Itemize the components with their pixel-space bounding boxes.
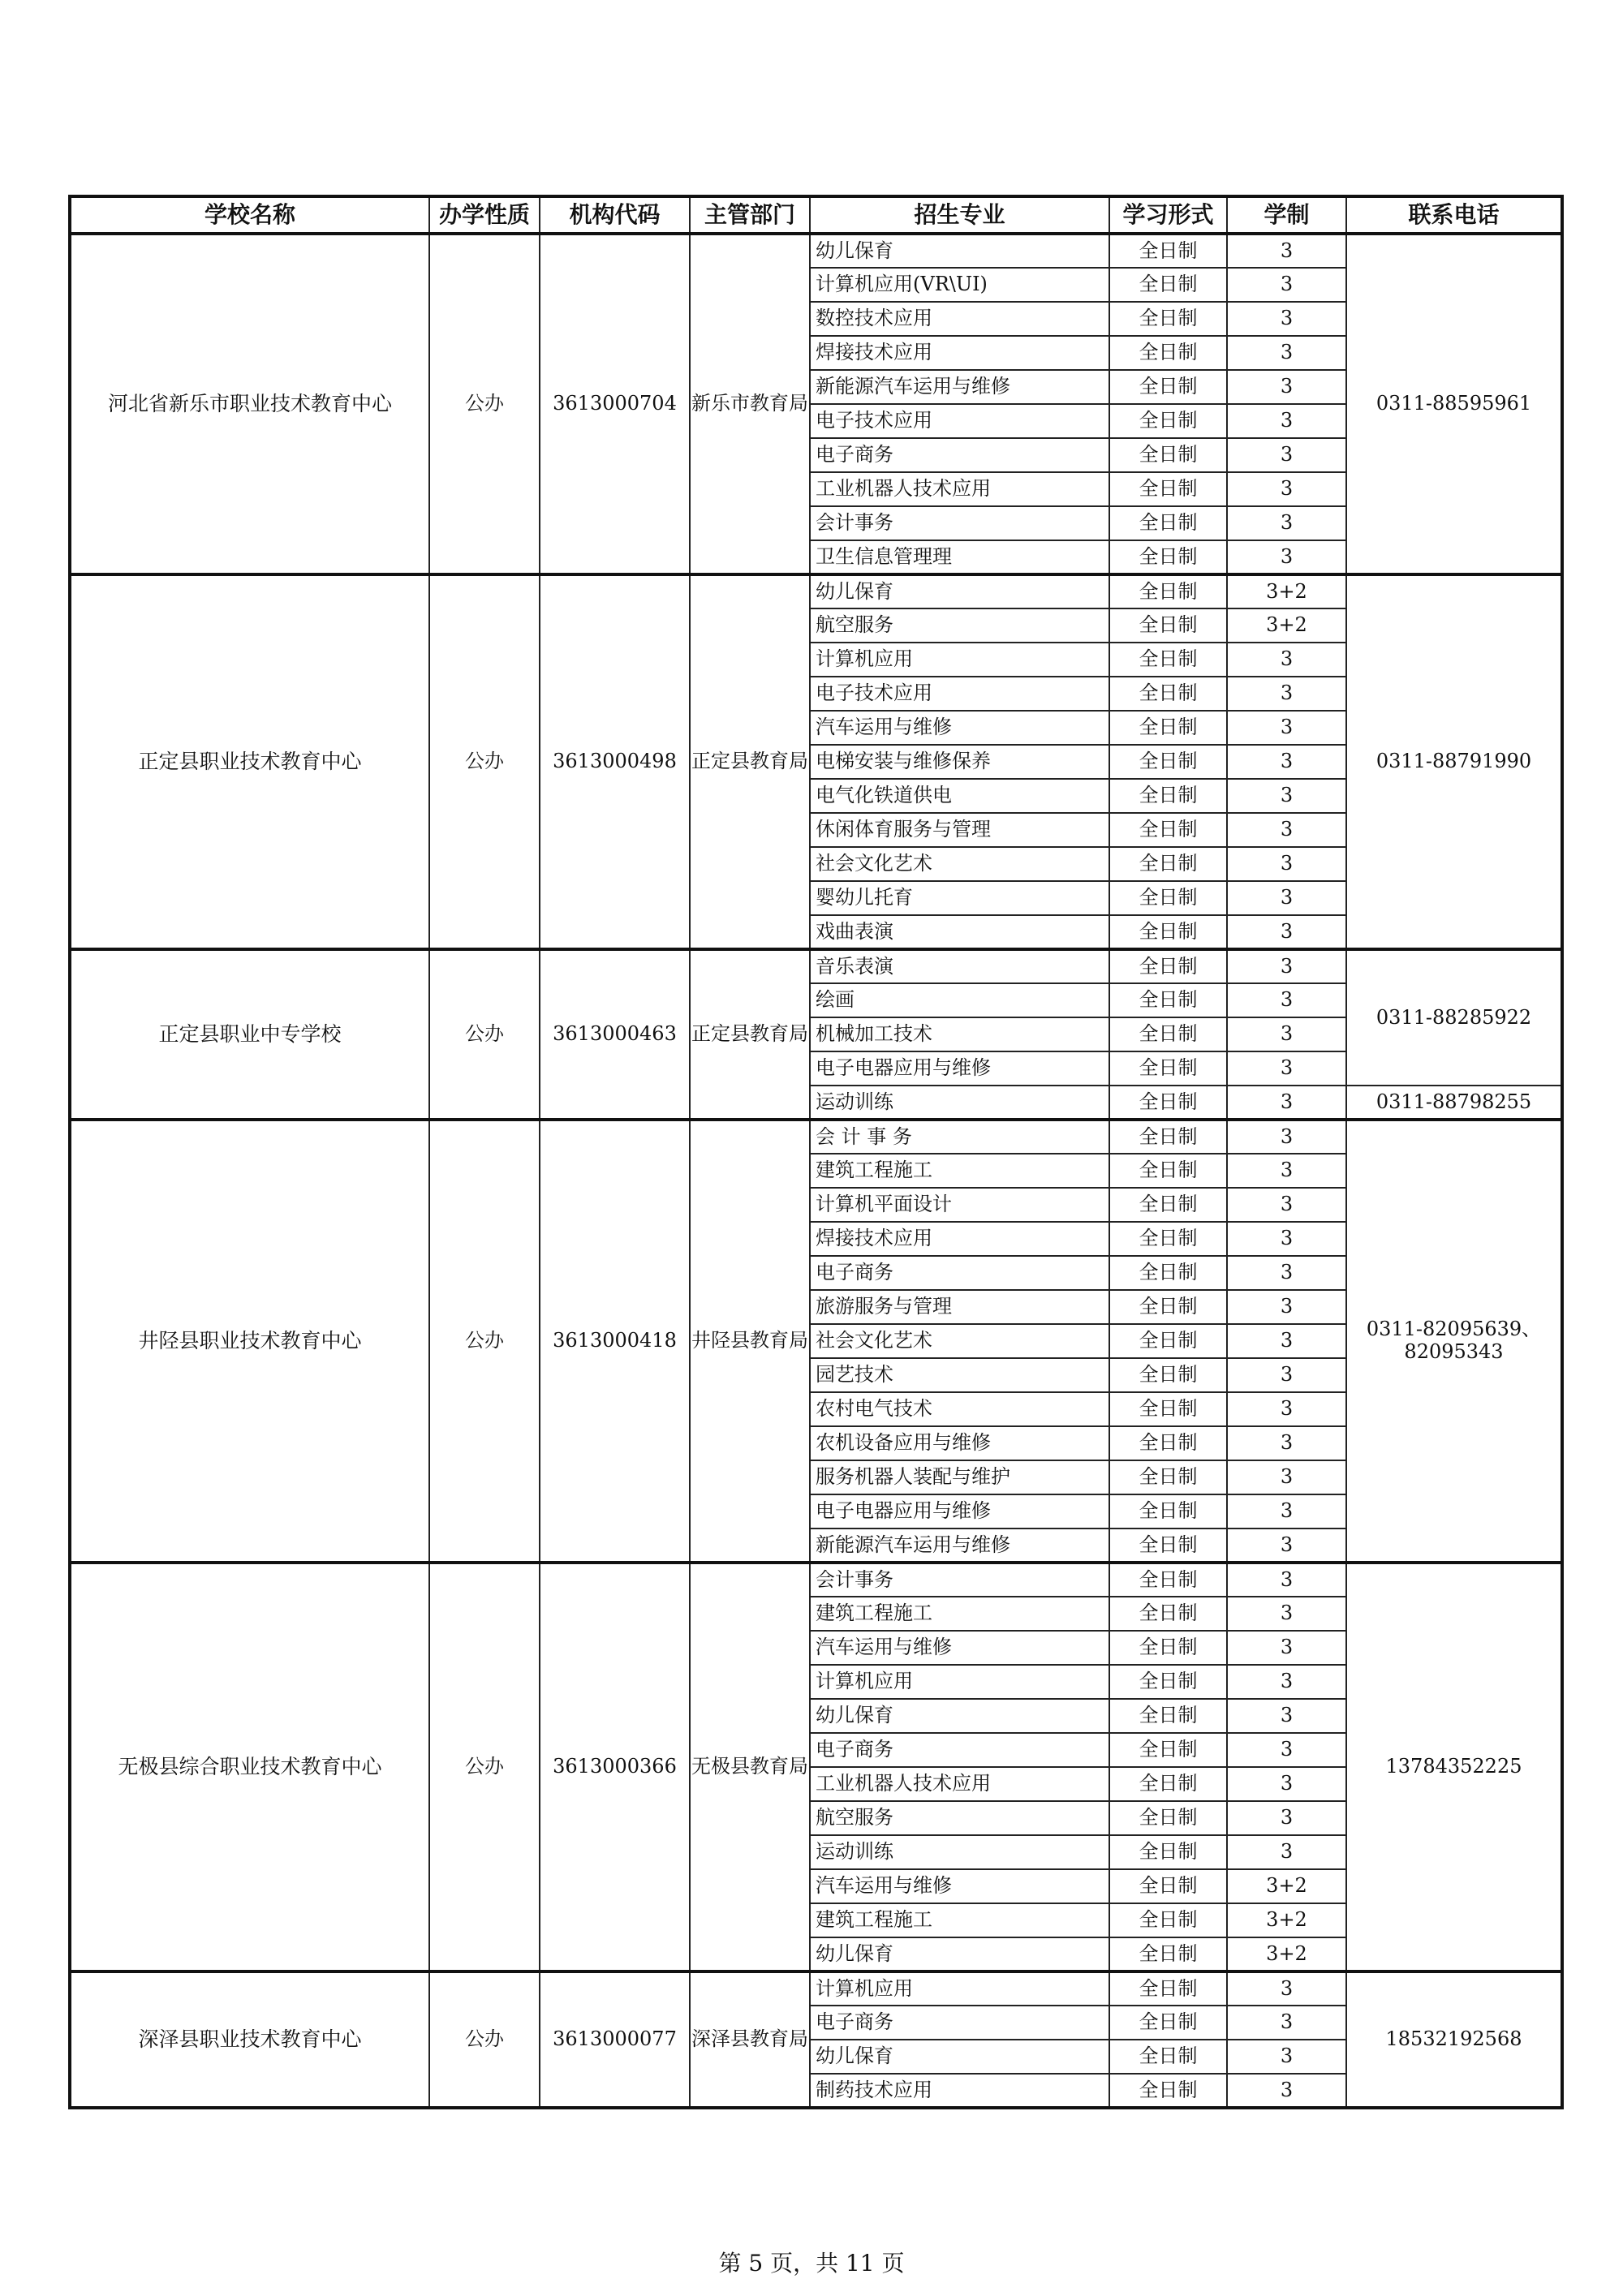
study-form: 全日制 — [1109, 881, 1227, 915]
major-name: 运动训练 — [810, 1835, 1109, 1869]
study-form: 全日制 — [1109, 1903, 1227, 1937]
study-years: 3 — [1227, 813, 1346, 847]
study-form: 全日制 — [1109, 745, 1227, 779]
school-name: 无极县综合职业技术教育中心 — [70, 1563, 429, 1971]
study-years: 3 — [1227, 1460, 1346, 1494]
study-form: 全日制 — [1109, 608, 1227, 643]
enrollment-table — [68, 195, 1564, 2109]
header-major: 招生专业 — [810, 196, 1109, 234]
major-name: 电子电器应用与维修 — [810, 1494, 1109, 1529]
study-years: 3 — [1227, 779, 1346, 813]
study-years: 3 — [1227, 1154, 1346, 1188]
table-row — [70, 234, 1562, 268]
study-form: 全日制 — [1109, 1767, 1227, 1801]
major-name: 计算机应用(VR\UI) — [810, 268, 1109, 302]
study-years: 3 — [1227, 1324, 1346, 1358]
study-years: 3+2 — [1227, 1937, 1346, 1971]
study-years: 3 — [1227, 1835, 1346, 1869]
study-form: 全日制 — [1109, 1154, 1227, 1188]
school-name: 深泽县职业技术教育中心 — [70, 1971, 429, 2108]
study-form: 全日制 — [1109, 1835, 1227, 1869]
study-form: 全日制 — [1109, 1358, 1227, 1392]
study-form: 全日制 — [1109, 472, 1227, 506]
school-dept: 深泽县教育局 — [690, 1971, 810, 2108]
table-row — [70, 1971, 1562, 2006]
contact-phone: 0311-82095639、82095343 — [1346, 1120, 1562, 1563]
study-years: 3+2 — [1227, 1869, 1346, 1903]
school-dept: 正定县教育局 — [690, 949, 810, 1120]
major-name: 制药技术应用 — [810, 2074, 1109, 2108]
major-name: 电子技术应用 — [810, 404, 1109, 438]
study-form: 全日制 — [1109, 711, 1227, 745]
study-years: 3+2 — [1227, 574, 1346, 608]
study-form: 全日制 — [1109, 1256, 1227, 1290]
study-years: 3 — [1227, 847, 1346, 881]
study-form: 全日制 — [1109, 1290, 1227, 1324]
study-form: 全日制 — [1109, 1222, 1227, 1256]
study-form: 全日制 — [1109, 915, 1227, 949]
study-years: 3 — [1227, 1767, 1346, 1801]
study-years: 3 — [1227, 711, 1346, 745]
study-years: 3 — [1227, 1086, 1346, 1120]
study-form: 全日制 — [1109, 302, 1227, 336]
study-years: 3 — [1227, 1699, 1346, 1733]
study-form: 全日制 — [1109, 1017, 1227, 1051]
study-years: 3 — [1227, 677, 1346, 711]
study-form: 全日制 — [1109, 1801, 1227, 1835]
study-years: 3 — [1227, 370, 1346, 404]
major-name: 焊接技术应用 — [810, 1222, 1109, 1256]
major-name: 会 计 事 务 — [810, 1120, 1109, 1154]
major-name: 航空服务 — [810, 608, 1109, 643]
major-name: 新能源汽车运用与维修 — [810, 370, 1109, 404]
study-years: 3 — [1227, 1426, 1346, 1460]
study-form: 全日制 — [1109, 949, 1227, 983]
school-dept: 正定县教育局 — [690, 574, 810, 949]
major-name: 电子商务 — [810, 1733, 1109, 1767]
major-name: 社会文化艺术 — [810, 847, 1109, 881]
header-phone: 联系电话 — [1346, 196, 1562, 234]
study-form: 全日制 — [1109, 1494, 1227, 1529]
study-form: 全日制 — [1109, 2040, 1227, 2074]
study-years: 3 — [1227, 506, 1346, 540]
study-form: 全日制 — [1109, 1324, 1227, 1358]
major-name: 工业机器人技术应用 — [810, 472, 1109, 506]
study-years: 3 — [1227, 1051, 1346, 1086]
study-form: 全日制 — [1109, 1392, 1227, 1426]
study-form: 全日制 — [1109, 506, 1227, 540]
major-name: 航空服务 — [810, 1801, 1109, 1835]
school-nature: 公办 — [429, 1120, 540, 1563]
study-form: 全日制 — [1109, 1733, 1227, 1767]
major-name: 社会文化艺术 — [810, 1324, 1109, 1358]
study-years: 3 — [1227, 1017, 1346, 1051]
major-name: 计算机平面设计 — [810, 1188, 1109, 1222]
school-name: 井陉县职业技术教育中心 — [70, 1120, 429, 1563]
school-nature: 公办 — [429, 1971, 540, 2108]
major-name: 电气化铁道供电 — [810, 779, 1109, 813]
study-years: 3 — [1227, 2074, 1346, 2108]
major-name: 汽车运用与维修 — [810, 1869, 1109, 1903]
study-years: 3 — [1227, 1563, 1346, 1597]
major-name: 园艺技术 — [810, 1358, 1109, 1392]
study-form: 全日制 — [1109, 1631, 1227, 1665]
major-name: 机械加工技术 — [810, 1017, 1109, 1051]
study-form: 全日制 — [1109, 779, 1227, 813]
school-name: 正定县职业中专学校 — [70, 949, 429, 1120]
school-name: 河北省新乐市职业技术教育中心 — [70, 234, 429, 574]
major-name: 数控技术应用 — [810, 302, 1109, 336]
study-years: 3 — [1227, 1256, 1346, 1290]
header-code: 机构代码 — [540, 196, 690, 234]
study-form: 全日制 — [1109, 574, 1227, 608]
major-name: 建筑工程施工 — [810, 1154, 1109, 1188]
school-code: 3613000418 — [540, 1120, 690, 1563]
major-name: 电子商务 — [810, 1256, 1109, 1290]
study-years: 3 — [1227, 915, 1346, 949]
study-form: 全日制 — [1109, 847, 1227, 881]
study-form: 全日制 — [1109, 1460, 1227, 1494]
major-name: 幼儿保育 — [810, 2040, 1109, 2074]
study-form: 全日制 — [1109, 1426, 1227, 1460]
study-years: 3 — [1227, 1290, 1346, 1324]
major-name: 农村电气技术 — [810, 1392, 1109, 1426]
study-form: 全日制 — [1109, 677, 1227, 711]
study-form: 全日制 — [1109, 2006, 1227, 2040]
study-form: 全日制 — [1109, 1120, 1227, 1154]
major-name: 休闲体育服务与管理 — [810, 813, 1109, 847]
study-years: 3 — [1227, 949, 1346, 983]
major-name: 婴幼儿托育 — [810, 881, 1109, 915]
study-years: 3 — [1227, 881, 1346, 915]
study-years: 3 — [1227, 540, 1346, 574]
major-name: 新能源汽车运用与维修 — [810, 1529, 1109, 1563]
school-code: 3613000463 — [540, 949, 690, 1120]
study-form: 全日制 — [1109, 540, 1227, 574]
header-years: 学制 — [1227, 196, 1346, 234]
study-form: 全日制 — [1109, 234, 1227, 268]
study-years: 3 — [1227, 472, 1346, 506]
study-years: 3 — [1227, 1971, 1346, 2006]
study-form: 全日制 — [1109, 370, 1227, 404]
contact-phone: 0311-88791990 — [1346, 574, 1562, 949]
header-row — [70, 196, 1562, 234]
major-name: 音乐表演 — [810, 949, 1109, 983]
school-code: 3613000704 — [540, 234, 690, 574]
study-years: 3 — [1227, 1494, 1346, 1529]
study-form: 全日制 — [1109, 1597, 1227, 1631]
major-name: 戏曲表演 — [810, 915, 1109, 949]
study-years: 3 — [1227, 1733, 1346, 1767]
contact-phone: 0311-88285922 — [1346, 949, 1562, 1086]
table-row — [70, 1120, 1562, 1154]
study-form: 全日制 — [1109, 983, 1227, 1017]
study-form: 全日制 — [1109, 1869, 1227, 1903]
study-form: 全日制 — [1109, 1529, 1227, 1563]
contact-phone: 0311-88595961 — [1346, 234, 1562, 574]
school-dept: 无极县教育局 — [690, 1563, 810, 1971]
study-form: 全日制 — [1109, 1971, 1227, 2006]
major-name: 计算机应用 — [810, 1971, 1109, 2006]
study-years: 3 — [1227, 1597, 1346, 1631]
study-years: 3 — [1227, 1222, 1346, 1256]
major-name: 农机设备应用与维修 — [810, 1426, 1109, 1460]
major-name: 电子商务 — [810, 2006, 1109, 2040]
school-dept: 新乐市教育局 — [690, 234, 810, 574]
major-name: 工业机器人技术应用 — [810, 1767, 1109, 1801]
major-name: 电子电器应用与维修 — [810, 1051, 1109, 1086]
major-name: 旅游服务与管理 — [810, 1290, 1109, 1324]
header-dept: 主管部门 — [690, 196, 810, 234]
study-years: 3 — [1227, 234, 1346, 268]
study-years: 3 — [1227, 1529, 1346, 1563]
study-form: 全日制 — [1109, 1699, 1227, 1733]
study-form: 全日制 — [1109, 1188, 1227, 1222]
study-form: 全日制 — [1109, 1563, 1227, 1597]
page-footer: 第 5 页，共 11 页 — [718, 2250, 905, 2277]
study-years: 3 — [1227, 268, 1346, 302]
study-form: 全日制 — [1109, 813, 1227, 847]
header-school-name: 学校名称 — [70, 196, 429, 234]
contact-phone: 0311-88798255 — [1346, 1086, 1562, 1120]
study-form: 全日制 — [1109, 1937, 1227, 1971]
school-nature: 公办 — [429, 234, 540, 574]
study-years: 3 — [1227, 745, 1346, 779]
major-name: 幼儿保育 — [810, 1937, 1109, 1971]
major-name: 电梯安装与维修保养 — [810, 745, 1109, 779]
study-years: 3 — [1227, 2006, 1346, 2040]
major-name: 电子商务 — [810, 438, 1109, 472]
school-code: 3613000498 — [540, 574, 690, 949]
major-name: 建筑工程施工 — [810, 1903, 1109, 1937]
major-name: 会计事务 — [810, 506, 1109, 540]
study-years: 3 — [1227, 404, 1346, 438]
study-years: 3 — [1227, 2040, 1346, 2074]
school-code: 3613000077 — [540, 1971, 690, 2108]
school-dept: 井陉县教育局 — [690, 1120, 810, 1563]
header-form: 学习形式 — [1109, 196, 1227, 234]
school-name: 正定县职业技术教育中心 — [70, 574, 429, 949]
study-years: 3 — [1227, 1358, 1346, 1392]
major-name: 幼儿保育 — [810, 234, 1109, 268]
study-years: 3 — [1227, 1801, 1346, 1835]
school-nature: 公办 — [429, 949, 540, 1120]
study-form: 全日制 — [1109, 336, 1227, 370]
major-name: 会计事务 — [810, 1563, 1109, 1597]
study-form: 全日制 — [1109, 268, 1227, 302]
study-form: 全日制 — [1109, 1051, 1227, 1086]
study-years: 3 — [1227, 1665, 1346, 1699]
major-name: 运动训练 — [810, 1086, 1109, 1120]
study-years: 3+2 — [1227, 608, 1346, 643]
study-form: 全日制 — [1109, 643, 1227, 677]
school-nature: 公办 — [429, 574, 540, 949]
major-name: 计算机应用 — [810, 1665, 1109, 1699]
study-years: 3 — [1227, 1392, 1346, 1426]
contact-phone: 18532192568 — [1346, 1971, 1562, 2108]
study-years: 3 — [1227, 1631, 1346, 1665]
major-name: 汽车运用与维修 — [810, 711, 1109, 745]
study-years: 3 — [1227, 643, 1346, 677]
major-name: 汽车运用与维修 — [810, 1631, 1109, 1665]
table-row — [70, 1563, 1562, 1597]
table-row — [70, 949, 1562, 983]
study-years: 3 — [1227, 336, 1346, 370]
study-form: 全日制 — [1109, 1086, 1227, 1120]
study-years: 3 — [1227, 1188, 1346, 1222]
school-code: 3613000366 — [540, 1563, 690, 1971]
contact-phone: 13784352225 — [1346, 1563, 1562, 1971]
study-years: 3 — [1227, 983, 1346, 1017]
major-name: 焊接技术应用 — [810, 336, 1109, 370]
school-nature: 公办 — [429, 1563, 540, 1971]
major-name: 幼儿保育 — [810, 1699, 1109, 1733]
table-row — [70, 574, 1562, 608]
study-years: 3 — [1227, 438, 1346, 472]
major-name: 卫生信息管理理 — [810, 540, 1109, 574]
study-form: 全日制 — [1109, 2074, 1227, 2108]
major-name: 建筑工程施工 — [810, 1597, 1109, 1631]
major-name: 计算机应用 — [810, 643, 1109, 677]
study-years: 3 — [1227, 1120, 1346, 1154]
study-form: 全日制 — [1109, 1665, 1227, 1699]
major-name: 幼儿保育 — [810, 574, 1109, 608]
study-form: 全日制 — [1109, 438, 1227, 472]
header-nature: 办学性质 — [429, 196, 540, 234]
study-years: 3 — [1227, 302, 1346, 336]
major-name: 服务机器人装配与维护 — [810, 1460, 1109, 1494]
study-form: 全日制 — [1109, 404, 1227, 438]
major-name: 电子技术应用 — [810, 677, 1109, 711]
study-years: 3+2 — [1227, 1903, 1346, 1937]
major-name: 绘画 — [810, 983, 1109, 1017]
